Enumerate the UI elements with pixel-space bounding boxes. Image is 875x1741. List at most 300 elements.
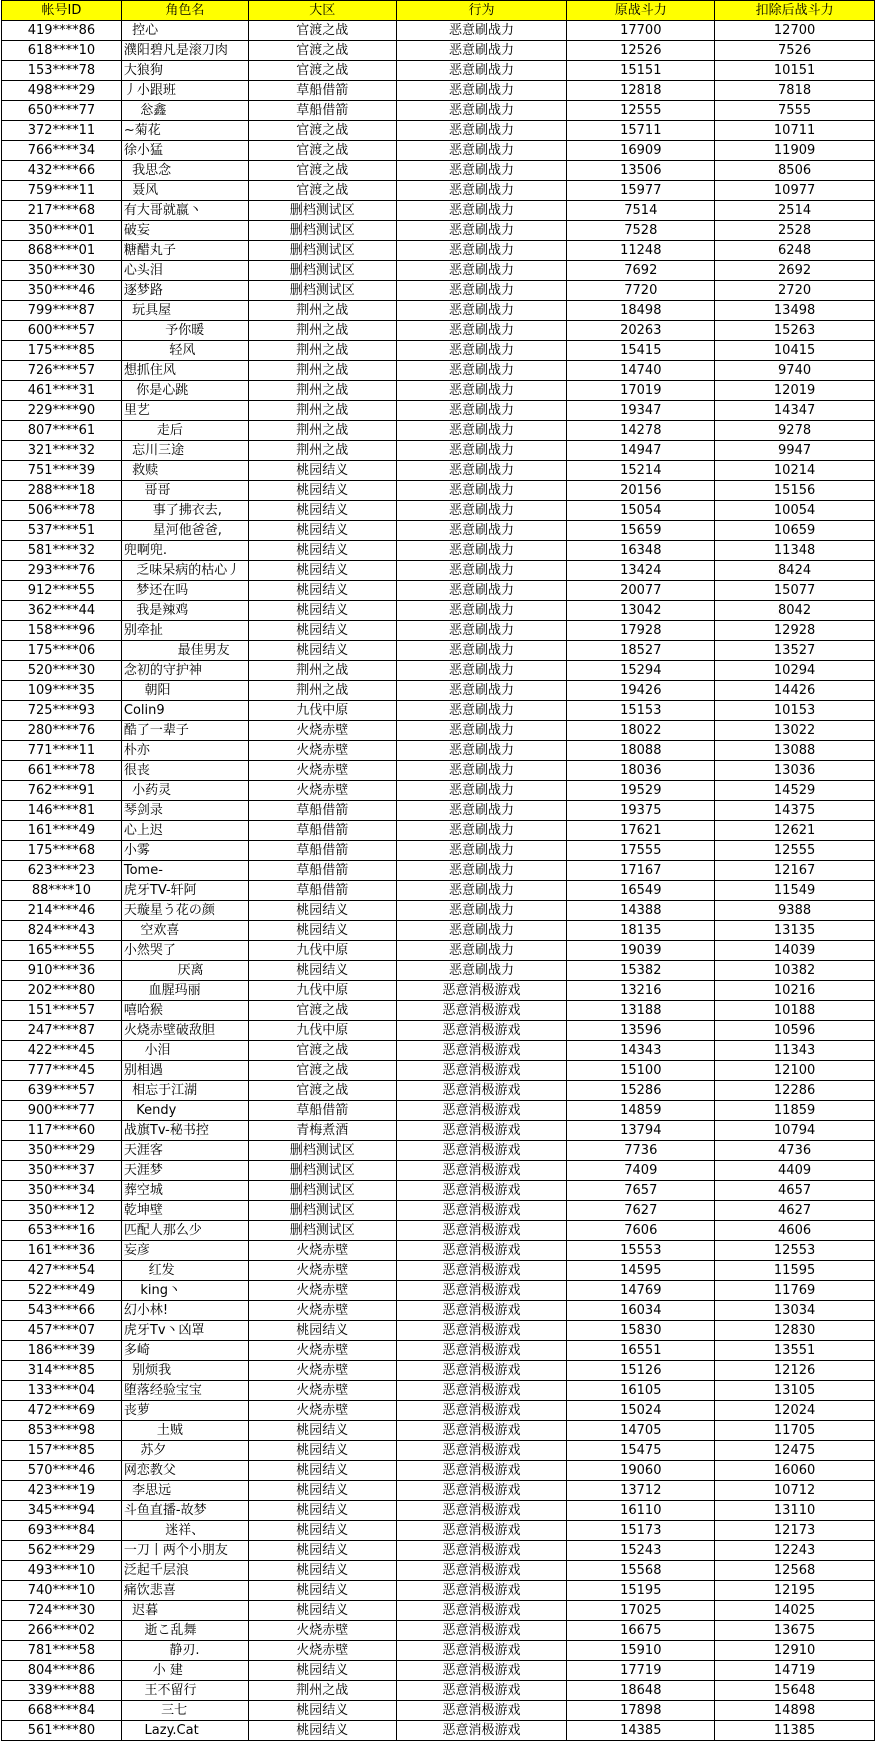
deducted-power-cell: 11909 [715,141,875,161]
behavior-cell: 恶意消极游戏 [396,1561,567,1581]
server-cell: 官渡之战 [248,1061,396,1081]
deducted-power-cell: 8424 [715,561,875,581]
role-name-cell: 轻风 [121,341,248,361]
deducted-power-cell: 12568 [715,1561,875,1581]
account-id-cell: 161****49 [2,821,122,841]
role-name-cell: 事了拂衣去, [121,501,248,521]
original-power-cell: 20263 [567,321,715,341]
table-row [2,1121,875,1141]
original-power-cell: 15711 [567,121,715,141]
table-row [2,501,875,521]
original-power-cell: 14769 [567,1281,715,1301]
table-row [2,881,875,901]
table-row [2,121,875,141]
deducted-power-cell: 11595 [715,1261,875,1281]
account-id-cell: 807****61 [2,421,122,441]
original-power-cell: 17898 [567,1701,715,1721]
server-cell: 官渡之战 [248,41,396,61]
server-cell: 删档测试区 [248,1181,396,1201]
table-row [2,221,875,241]
server-cell: 桃园结义 [248,461,396,481]
original-power-cell: 18527 [567,641,715,661]
account-id-cell: 372****11 [2,121,122,141]
server-cell: 火烧赤壁 [248,1281,396,1301]
behavior-cell: 恶意刷战力 [396,241,567,261]
table-row [2,1241,875,1261]
role-name-cell: 聂风 [121,181,248,201]
original-power-cell: 15195 [567,1581,715,1601]
behavior-cell: 恶意刷战力 [396,761,567,781]
role-name-cell: 土贼 [121,1421,248,1441]
account-id-cell: 725****93 [2,701,122,721]
account-id-cell: 350****30 [2,261,122,281]
original-power-cell: 15151 [567,61,715,81]
server-cell: 青梅煮酒 [248,1121,396,1141]
deducted-power-cell: 12195 [715,1581,875,1601]
behavior-cell: 恶意刷战力 [396,901,567,921]
role-name-cell: 糖醋丸子 [121,241,248,261]
behavior-cell: 恶意消极游戏 [396,1501,567,1521]
behavior-cell: 恶意刷战力 [396,521,567,541]
role-name-cell: 厌离 [121,961,248,981]
table-row [2,401,875,421]
original-power-cell: 15977 [567,181,715,201]
table-row [2,661,875,681]
behavior-cell: 恶意消极游戏 [396,1181,567,1201]
table-row [2,341,875,361]
account-id-cell: 661****78 [2,761,122,781]
deducted-power-cell: 12024 [715,1401,875,1421]
server-cell: 桃园结义 [248,1561,396,1581]
deducted-power-cell: 4736 [715,1141,875,1161]
table-row [2,921,875,941]
deducted-power-cell: 11859 [715,1101,875,1121]
account-id-cell: 266****02 [2,1621,122,1641]
deducted-power-cell: 15077 [715,581,875,601]
behavior-cell: 恶意刷战力 [396,721,567,741]
original-power-cell: 16909 [567,141,715,161]
deducted-power-cell: 10596 [715,1021,875,1041]
table-row [2,441,875,461]
table-row [2,1041,875,1061]
server-cell: 桃园结义 [248,481,396,501]
table-row [2,1201,875,1221]
behavior-cell: 恶意刷战力 [396,321,567,341]
header-server: 大区 [248,1,396,21]
role-name-cell: 心上迟 [121,821,248,841]
behavior-cell: 恶意消极游戏 [396,1481,567,1501]
deducted-power-cell: 13498 [715,301,875,321]
account-id-cell: 498****29 [2,81,122,101]
deducted-power-cell: 10153 [715,701,875,721]
server-cell: 官渡之战 [248,161,396,181]
account-id-cell: 229****90 [2,401,122,421]
role-name-cell: 小然哭了 [121,941,248,961]
original-power-cell: 15475 [567,1441,715,1461]
role-name-cell: 逝こ乱舞 [121,1621,248,1641]
original-power-cell: 13712 [567,1481,715,1501]
behavior-cell: 恶意刷战力 [396,701,567,721]
account-id-cell: 522****49 [2,1281,122,1301]
table-row [2,601,875,621]
account-id-cell: 288****18 [2,481,122,501]
original-power-cell: 19375 [567,801,715,821]
behavior-cell: 恶意刷战力 [396,821,567,841]
original-power-cell: 19039 [567,941,715,961]
behavior-cell: 恶意消极游戏 [396,1341,567,1361]
server-cell: 草船借箭 [248,841,396,861]
penalty-table [1,0,875,1741]
original-power-cell: 17621 [567,821,715,841]
behavior-cell: 恶意刷战力 [396,41,567,61]
server-cell: 桃园结义 [248,1701,396,1721]
deducted-power-cell: 13036 [715,761,875,781]
behavior-cell: 恶意消极游戏 [396,1201,567,1221]
account-id-cell: 804****86 [2,1661,122,1681]
account-id-cell: 472****69 [2,1401,122,1421]
behavior-cell: 恶意刷战力 [396,541,567,561]
deducted-power-cell: 13110 [715,1501,875,1521]
deducted-power-cell: 13088 [715,741,875,761]
role-name-cell: 虎牙Tv丶凶罩 [121,1321,248,1341]
behavior-cell: 恶意刷战力 [396,681,567,701]
deducted-power-cell: 11549 [715,881,875,901]
server-cell: 桃园结义 [248,501,396,521]
original-power-cell: 13596 [567,1021,715,1041]
original-power-cell: 12526 [567,41,715,61]
table-row [2,621,875,641]
server-cell: 桃园结义 [248,621,396,641]
account-id-cell: 653****16 [2,1221,122,1241]
server-cell: 桃园结义 [248,1541,396,1561]
role-name-cell: 苏夕 [121,1441,248,1461]
table-row [2,1461,875,1481]
behavior-cell: 恶意刷战力 [396,921,567,941]
account-id-cell: 910****36 [2,961,122,981]
account-id-cell: 853****98 [2,1421,122,1441]
behavior-cell: 恶意刷战力 [396,621,567,641]
table-row [2,481,875,501]
deducted-power-cell: 10294 [715,661,875,681]
deducted-power-cell: 2528 [715,221,875,241]
table-row [2,1281,875,1301]
role-name-cell: 迟暮 [121,1601,248,1621]
behavior-cell: 恶意消极游戏 [396,1721,567,1741]
original-power-cell: 7606 [567,1221,715,1241]
table-row [2,701,875,721]
original-power-cell: 18498 [567,301,715,321]
role-name-cell: Tome- [121,861,248,881]
role-name-cell: 心头泪 [121,261,248,281]
server-cell: 荆州之战 [248,401,396,421]
behavior-cell: 恶意消极游戏 [396,1001,567,1021]
behavior-cell: 恶意消极游戏 [396,1661,567,1681]
behavior-cell: 恶意刷战力 [396,441,567,461]
deducted-power-cell: 12173 [715,1521,875,1541]
behavior-cell: 恶意刷战力 [396,301,567,321]
table-row [2,1581,875,1601]
table-row [2,281,875,301]
behavior-cell: 恶意刷战力 [396,801,567,821]
server-cell: 桃园结义 [248,1321,396,1341]
original-power-cell: 19060 [567,1461,715,1481]
original-power-cell: 15659 [567,521,715,541]
original-power-cell: 15830 [567,1321,715,1341]
deducted-power-cell: 10711 [715,121,875,141]
role-name-cell: 予你暖 [121,321,248,341]
table-row [2,1541,875,1561]
header-behavior: 行为 [396,1,567,21]
account-id-cell: 506****78 [2,501,122,521]
server-cell: 官渡之战 [248,141,396,161]
deducted-power-cell: 12553 [715,1241,875,1261]
behavior-cell: 恶意消极游戏 [396,1701,567,1721]
original-power-cell: 14278 [567,421,715,441]
account-id-cell: 419****86 [2,21,122,41]
role-name-cell: 斗鱼直播-故梦 [121,1501,248,1521]
original-power-cell: 7692 [567,261,715,281]
role-name-cell: 天涯客 [121,1141,248,1161]
deducted-power-cell: 12243 [715,1541,875,1561]
deducted-power-cell: 12167 [715,861,875,881]
server-cell: 火烧赤壁 [248,781,396,801]
table-row [2,1721,875,1741]
behavior-cell: 恶意消极游戏 [396,1241,567,1261]
account-id-cell: 345****94 [2,1501,122,1521]
behavior-cell: 恶意刷战力 [396,641,567,661]
original-power-cell: 16348 [567,541,715,561]
account-id-cell: 600****57 [2,321,122,341]
behavior-cell: 恶意刷战力 [396,421,567,441]
behavior-cell: 恶意消极游戏 [396,1141,567,1161]
server-cell: 官渡之战 [248,21,396,41]
server-cell: 桃园结义 [248,1581,396,1601]
behavior-cell: 恶意刷战力 [396,601,567,621]
server-cell: 桃园结义 [248,1421,396,1441]
role-name-cell: 空欢喜 [121,921,248,941]
table-row [2,1081,875,1101]
server-cell: 荆州之战 [248,361,396,381]
role-name-cell: 走后 [121,421,248,441]
role-name-cell: 多崎 [121,1341,248,1361]
role-name-cell: 丿小跟班 [121,81,248,101]
header-deducted-power: 扣除后战斗力 [715,1,875,21]
role-name-cell: 虎牙TV-轩阿 [121,881,248,901]
table-row [2,1021,875,1041]
behavior-cell: 恶意消极游戏 [396,1321,567,1341]
original-power-cell: 15153 [567,701,715,721]
role-name-cell: 你是心跳 [121,381,248,401]
original-power-cell: 20077 [567,581,715,601]
original-power-cell: 7409 [567,1161,715,1181]
server-cell: 九伐中原 [248,1021,396,1041]
table-row [2,681,875,701]
deducted-power-cell: 10659 [715,521,875,541]
server-cell: 荆州之战 [248,301,396,321]
behavior-cell: 恶意消极游戏 [396,1281,567,1301]
behavior-cell: 恶意消极游戏 [396,1521,567,1541]
deducted-power-cell: 10216 [715,981,875,1001]
table-row [2,261,875,281]
behavior-cell: 恶意消极游戏 [396,1461,567,1481]
behavior-cell: 恶意刷战力 [396,401,567,421]
deducted-power-cell: 11769 [715,1281,875,1301]
account-id-cell: 726****57 [2,361,122,381]
role-name-cell: 我是辣鸡 [121,601,248,621]
behavior-cell: 恶意消极游戏 [396,1081,567,1101]
original-power-cell: 15024 [567,1401,715,1421]
original-power-cell: 16549 [567,881,715,901]
original-power-cell: 14705 [567,1421,715,1441]
behavior-cell: 恶意刷战力 [396,861,567,881]
behavior-cell: 恶意刷战力 [396,121,567,141]
deducted-power-cell: 12555 [715,841,875,861]
deducted-power-cell: 4657 [715,1181,875,1201]
deducted-power-cell: 12621 [715,821,875,841]
role-name-cell: 乏味呆病的枯心丿 [121,561,248,581]
deducted-power-cell: 10415 [715,341,875,361]
behavior-cell: 恶意刷战力 [396,941,567,961]
behavior-cell: 恶意消极游戏 [396,1361,567,1381]
deducted-power-cell: 12100 [715,1061,875,1081]
role-name-cell: 朴亦 [121,741,248,761]
account-id-cell: 520****30 [2,661,122,681]
role-name-cell: 别烦我 [121,1361,248,1381]
account-id-cell: 461****31 [2,381,122,401]
role-name-cell: 哥哥 [121,481,248,501]
table-row [2,1681,875,1701]
account-id-cell: 562****29 [2,1541,122,1561]
role-name-cell: 嘻哈猴 [121,1001,248,1021]
server-cell: 火烧赤壁 [248,721,396,741]
behavior-cell: 恶意消极游戏 [396,1041,567,1061]
account-id-cell: 350****01 [2,221,122,241]
original-power-cell: 15382 [567,961,715,981]
role-name-cell: 别相遇 [121,1061,248,1081]
account-id-cell: 581****32 [2,541,122,561]
table-row [2,1141,875,1161]
table-row [2,1441,875,1461]
account-id-cell: 766****34 [2,141,122,161]
table-row [2,801,875,821]
deducted-power-cell: 14375 [715,801,875,821]
role-name-cell: 小 建 [121,1661,248,1681]
table-row [2,1661,875,1681]
role-name-cell: Lazy.Cat [121,1721,248,1741]
behavior-cell: 恶意刷战力 [396,221,567,241]
role-name-cell: 大狼狗 [121,61,248,81]
behavior-cell: 恶意刷战力 [396,661,567,681]
deducted-power-cell: 13135 [715,921,875,941]
table-row [2,81,875,101]
original-power-cell: 18022 [567,721,715,741]
role-name-cell: 救赎 [121,461,248,481]
table-row [2,861,875,881]
deducted-power-cell: 10712 [715,1481,875,1501]
deducted-power-cell: 13034 [715,1301,875,1321]
role-name-cell: ~菊花 [121,121,248,141]
account-id-cell: 824****43 [2,921,122,941]
account-id-cell: 151****57 [2,1001,122,1021]
table-row [2,361,875,381]
behavior-cell: 恶意消极游戏 [396,981,567,1001]
behavior-cell: 恶意刷战力 [396,21,567,41]
account-id-cell: 133****04 [2,1381,122,1401]
account-id-cell: 423****19 [2,1481,122,1501]
behavior-cell: 恶意消极游戏 [396,1221,567,1241]
table-row [2,1101,875,1121]
table-row [2,1381,875,1401]
original-power-cell: 15214 [567,461,715,481]
table-row [2,1521,875,1541]
deducted-power-cell: 14039 [715,941,875,961]
deducted-power-cell: 9278 [715,421,875,441]
server-cell: 桃园结义 [248,1461,396,1481]
role-name-cell: 妄彦 [121,1241,248,1261]
original-power-cell: 18135 [567,921,715,941]
original-power-cell: 17719 [567,1661,715,1681]
role-name-cell: 逐梦路 [121,281,248,301]
original-power-cell: 12555 [567,101,715,121]
server-cell: 荆州之战 [248,681,396,701]
role-name-cell: 有大哥就嬴丶 [121,201,248,221]
account-id-cell: 561****80 [2,1721,122,1741]
role-name-cell: 李思远 [121,1481,248,1501]
server-cell: 删档测试区 [248,1201,396,1221]
behavior-cell: 恶意消极游戏 [396,1381,567,1401]
role-name-cell: 控心 [121,21,248,41]
server-cell: 桃园结义 [248,1501,396,1521]
server-cell: 荆州之战 [248,381,396,401]
server-cell: 荆州之战 [248,321,396,341]
original-power-cell: 7720 [567,281,715,301]
original-power-cell: 14343 [567,1041,715,1061]
account-id-cell: 350****12 [2,1201,122,1221]
original-power-cell: 17167 [567,861,715,881]
server-cell: 桃园结义 [248,901,396,921]
server-cell: 草船借箭 [248,821,396,841]
table-row [2,641,875,661]
deducted-power-cell: 11343 [715,1041,875,1061]
table-row [2,901,875,921]
original-power-cell: 13216 [567,981,715,1001]
behavior-cell: 恶意消极游戏 [396,1401,567,1421]
deducted-power-cell: 10977 [715,181,875,201]
original-power-cell: 13506 [567,161,715,181]
table-row [2,1401,875,1421]
server-cell: 桃园结义 [248,561,396,581]
role-name-cell: 兜啊兜. [121,541,248,561]
original-power-cell: 14388 [567,901,715,921]
table-row [2,1501,875,1521]
table-row [2,541,875,561]
deducted-power-cell: 10794 [715,1121,875,1141]
table-row [2,821,875,841]
behavior-cell: 恶意消极游戏 [396,1061,567,1081]
server-cell: 桃园结义 [248,1601,396,1621]
behavior-cell: 恶意刷战力 [396,281,567,301]
role-name-cell: 天璇星う花の颜 [121,901,248,921]
table-row [2,1701,875,1721]
table-row [2,381,875,401]
server-cell: 火烧赤壁 [248,1621,396,1641]
server-cell: 草船借箭 [248,101,396,121]
account-id-cell: 217****68 [2,201,122,221]
account-id-cell: 362****44 [2,601,122,621]
original-power-cell: 17928 [567,621,715,641]
role-name-cell: 里艺 [121,401,248,421]
deducted-power-cell: 14426 [715,681,875,701]
